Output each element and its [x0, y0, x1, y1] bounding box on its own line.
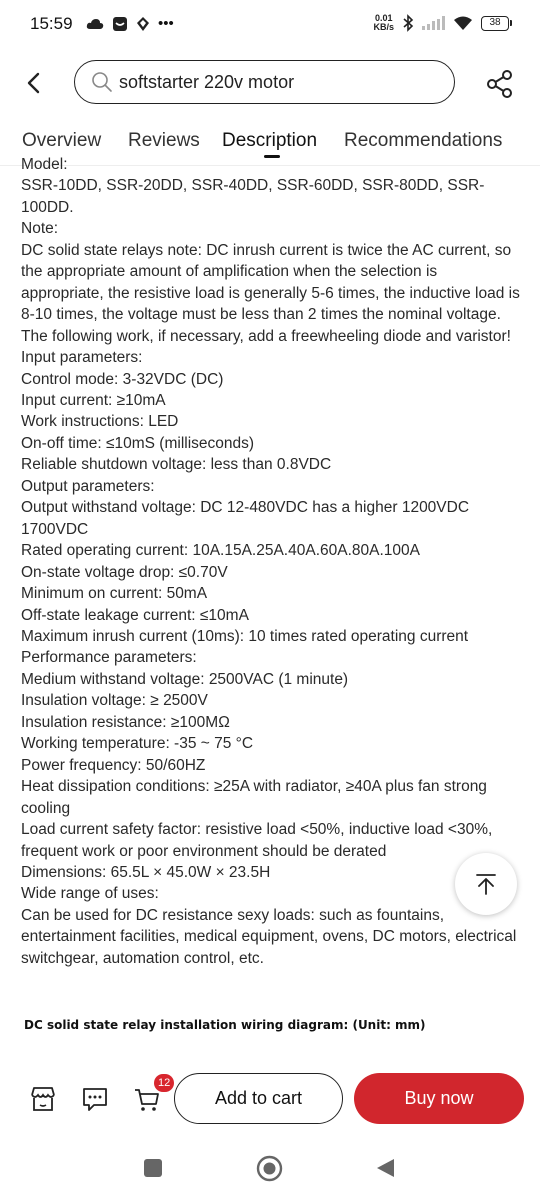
- status-bar: [0, 0, 540, 50]
- home-circle-icon: [256, 1155, 283, 1182]
- description-text: [21, 154, 521, 969]
- description-line: Output parameters:: [21, 477, 155, 495]
- description-line: On-state voltage drop: ≤0.70V: [21, 563, 228, 581]
- tab-reviews[interactable]: Reviews: [128, 130, 200, 151]
- description-line: Heat dissipation conditions: ≥25A with radiator, ≥40A plus fan strong cooling: [21, 778, 487, 817]
- description-line: Maximum inrush current (10ms): 10 times rated operating current: [21, 627, 469, 645]
- search-icon: [91, 71, 113, 93]
- description-line: Model:: [21, 156, 68, 173]
- search-query-text: softstarter 220v motor: [119, 71, 295, 92]
- back-arrow-icon: [18, 68, 52, 98]
- description-line: Reliable shutdown voltage: less than 0.8VDC: [21, 456, 332, 474]
- network-speed-value: 0.01: [374, 13, 393, 23]
- search-header: [0, 56, 540, 110]
- store-button[interactable]: [28, 1084, 58, 1114]
- share-button[interactable]: [484, 68, 516, 100]
- tab-overview[interactable]: Overview: [22, 130, 102, 151]
- description-line: Control mode: 3-32VDC (DC): [21, 370, 224, 388]
- status-time: 15:59: [30, 14, 73, 33]
- recent-apps-button[interactable]: [143, 1158, 163, 1183]
- diagram-caption: DC solid state relay installation wiring diagram: (Unit: mm): [24, 1018, 426, 1032]
- description-line: Can be used for DC resistance sexy loads: such as fountains, entertainment facilities, medical equipment, ovens, DC motors, electrical switchgear, automation control, etc.: [21, 906, 517, 967]
- battery-level: 38: [481, 16, 509, 31]
- more-dots-icon: •••: [158, 15, 174, 32]
- network-speed-unit: KB/s: [373, 22, 394, 32]
- description-line: Performance parameters:: [21, 649, 197, 667]
- description-line: Dimensions: 65.5L × 45.0W × 23.5H: [21, 863, 271, 881]
- description-line: Working temperature: -35 ~ 75 °C: [21, 735, 254, 753]
- description-line: Work instructions: LED: [21, 413, 179, 431]
- description-line: Note:: [21, 220, 59, 238]
- triangle-back-icon: [374, 1157, 396, 1179]
- network-speed: [373, 14, 394, 32]
- buy-now-button[interactable]: Buy now: [354, 1073, 524, 1124]
- description-line: Minimum on current: 50mA: [21, 585, 208, 603]
- back-button[interactable]: [18, 68, 52, 98]
- description-line: Insulation voltage: ≥ 2500V: [21, 692, 208, 710]
- description-line: Power frequency: 50/60HZ: [21, 756, 206, 774]
- share-icon: [484, 68, 516, 100]
- status-system-icons: [373, 14, 512, 32]
- back-to-top-button[interactable]: [455, 853, 517, 915]
- description-line: Output withstand voltage: DC 12-480VDC has a higher 1200VDC 1700VDC: [21, 499, 470, 538]
- wifi-icon: [453, 15, 473, 31]
- battery-icon: [481, 16, 512, 31]
- chat-button[interactable]: [80, 1084, 110, 1114]
- status-notification-icons: [86, 14, 174, 34]
- square-icon: [143, 1158, 163, 1178]
- description-line: On-off time: ≤10mS (milliseconds): [21, 434, 255, 452]
- description-line: SSR-10DD, SSR-20DD, SSR-40DD, SSR-60DD, SSR-80DD, SSR-100DD.: [21, 177, 485, 216]
- chat-icon: [80, 1084, 110, 1114]
- description-line: Input current: ≥10mA: [21, 391, 166, 409]
- store-icon: [28, 1084, 58, 1114]
- tab-recommendations[interactable]: Recommendations: [344, 130, 503, 151]
- arrow-up-to-top-icon: [473, 871, 499, 897]
- tab-description[interactable]: Description: [222, 130, 318, 151]
- description-line: DC solid state relays note: DC inrush current is twice the AC current, so the appropriate amount of amplification when the selection is appropriate, the resistive load is generally 5-6 times, the inductive load is 8-10 times, the voltage must be less than 2 times the nominal voltage. The following work, if necessary, add a freewheeling diode and varistor!: [21, 241, 520, 345]
- system-navigation-bar: [0, 1140, 540, 1200]
- back-nav-button[interactable]: [374, 1157, 396, 1184]
- cart-count-badge: 12: [154, 1074, 174, 1092]
- diamond-icon: [136, 16, 150, 32]
- description-line: Medium withstand voltage: 2500VAC (1 minute): [21, 670, 349, 688]
- description-content: [0, 156, 540, 1060]
- home-button[interactable]: [256, 1155, 283, 1187]
- description-line: Wide range of uses:: [21, 885, 159, 903]
- bluetooth-icon: [402, 14, 414, 32]
- description-line: Off-state leakage current: ≤10mA: [21, 606, 249, 624]
- description-line: Input parameters:: [21, 349, 143, 367]
- cellular-signal-icon: [422, 16, 445, 30]
- description-line: Insulation resistance: ≥100MΩ: [21, 713, 230, 731]
- description-line: Load current safety factor: resistive load <50%, inductive load <30%, frequent work or poor environment should be derated: [21, 821, 493, 860]
- app-icon: [112, 16, 128, 32]
- search-input[interactable]: [74, 60, 455, 104]
- cloud-icon: [86, 17, 104, 31]
- description-line: Rated operating current: 10A.15A.25A.40A.60A.80A.100A: [21, 542, 420, 560]
- add-to-cart-button[interactable]: Add to cart: [174, 1073, 343, 1124]
